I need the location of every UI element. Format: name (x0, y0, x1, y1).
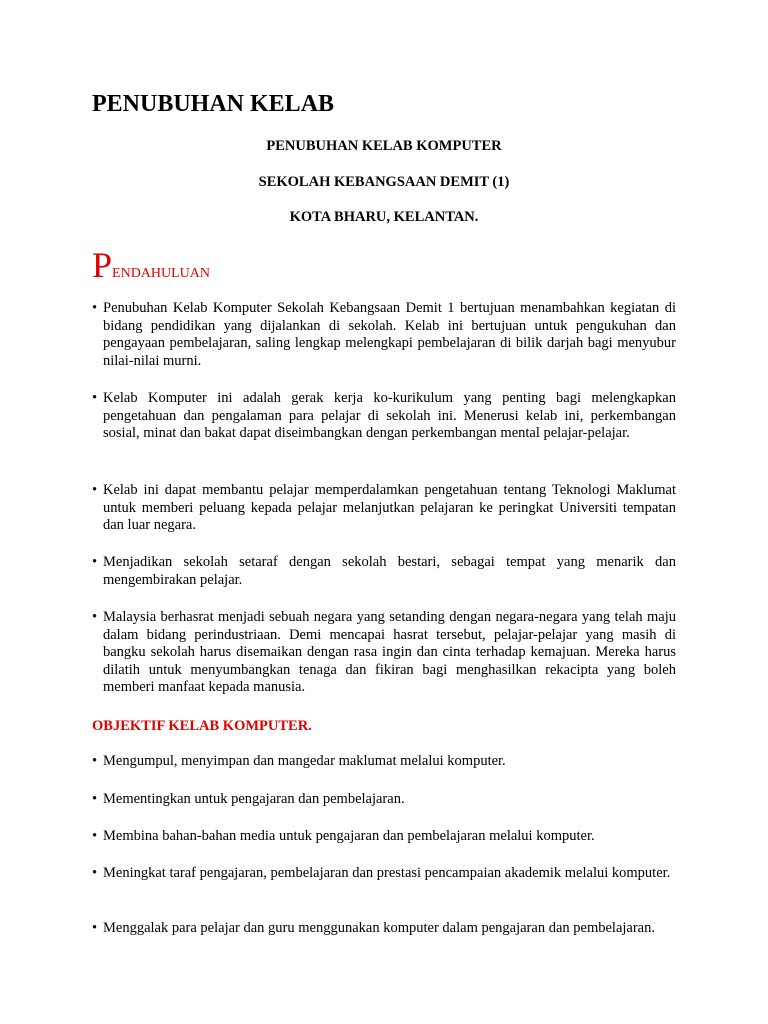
bullet-text: Menjadikan sekolah setaraf dengan sekolah bestari, sebagai tempat yang menarik dan mengembirakan pelajar. (103, 554, 676, 588)
bullet-text: Penubuhan Kelab Komputer Sekolah Kebangsaan Demit 1 bertujuan menambahkan kegiatan di bidang pendidikan yang dijalankan di sekolah. Kelab ini bertujuan untuk pengukuhan dan pengayaan pembelajaran, saling lengkap melengkapi pembelajaran di bilik darjah bagi menyubur nilai-nilai murni. (103, 300, 676, 369)
objektif-heading (92, 716, 312, 736)
bullet-mark: • (92, 609, 98, 625)
bullet-text: Membina bahan-bahan media untuk pengajaran dan pembelajaran melalui komputer. (103, 828, 595, 844)
bullet-mark: • (92, 753, 98, 769)
objektif-bullet-4 (92, 865, 676, 883)
pendahuluan-bullet-5 (92, 609, 676, 697)
document-title: PENUBUHAN KELAB (92, 91, 335, 117)
objektif-bullet-5 (92, 920, 676, 938)
objektif-bullet-2 (92, 791, 676, 809)
bullet-text: Mengumpul, menyimpan dan mangedar maklumat melalui komputer. (103, 753, 506, 769)
bullet-text: Menggalak para pelajar dan guru menggunakan komputer dalam pengajaran dan pembelajaran. (103, 920, 655, 936)
pendahuluan-bullet-2 (92, 390, 676, 443)
bullet-mark: • (92, 865, 98, 881)
objektif-bullet-1 (92, 753, 676, 771)
bullet-text: Malaysia berhasrat menjadi sebuah negara yang setanding dengan negara-negara yang telah maju dalam bidang perindustriaan. Demi mencapai hasrat tersebut, pelajar-pelajar yang masih di bangku sekolah harus disemaikan dengan rasa ingin dan cinta terhadap kemajuan. Mereka harus dilatih untuk menyumbangkan tenaga dan fikiran bagi menghasilkan rekacipta yang boleh memberi manfaat kepada manusia. (103, 609, 676, 695)
bullet-text: Mementingkan untuk pengajaran dan pembelajaran. (103, 791, 405, 807)
bullet-mark: • (92, 300, 98, 316)
objektif-heading-period: . (308, 718, 312, 734)
objektif-heading-text: OBJEKTIF KELAB KOMPUTER (92, 718, 309, 734)
bullet-mark: • (92, 554, 98, 570)
bullet-mark: • (92, 791, 98, 807)
bullet-mark: • (92, 920, 98, 936)
subtitle-club-name: PENUBUHAN KELAB KOMPUTER (266, 138, 502, 154)
bullet-text: Meningkat taraf pengajaran, pembelajaran dan prestasi pencampaian akademik melalui komputer. (103, 865, 671, 881)
pendahuluan-initial: P (92, 245, 113, 285)
pendahuluan-rest: ENDAHULUAN (112, 266, 211, 281)
pendahuluan-heading (92, 247, 210, 283)
bullet-mark: • (92, 390, 98, 406)
pendahuluan-bullet-1 (92, 300, 676, 370)
pendahuluan-bullet-4 (92, 554, 676, 589)
subtitle-school-name: SEKOLAH KEBANGSAAN DEMIT (1) (258, 174, 510, 190)
subtitle-location: KOTA BHARU, KELANTAN. (289, 209, 479, 225)
bullet-text: Kelab Komputer ini adalah gerak kerja ko-kurikulum yang penting bagi melengkapkan pengetahuan dan pengalaman para pelajar di sekolah ini. Menerusi kelab ini, perkembangan sosial, minat dan bakat dapat diseimbangkan dengan perkembangan mental pelajar-pelajar. (103, 390, 676, 441)
bullet-text: Kelab ini dapat membantu pelajar memperdalamkan pengetahuan tentang Teknologi Maklumat untuk memberi peluang kepada pelajar melanjutkan pelajaran ke peringkat Universiti tempatan dan luar negara. (103, 482, 676, 533)
pendahuluan-bullet-3 (92, 482, 676, 535)
objektif-bullet-3 (92, 828, 676, 846)
bullet-mark: • (92, 828, 98, 844)
bullet-mark: • (92, 482, 98, 498)
